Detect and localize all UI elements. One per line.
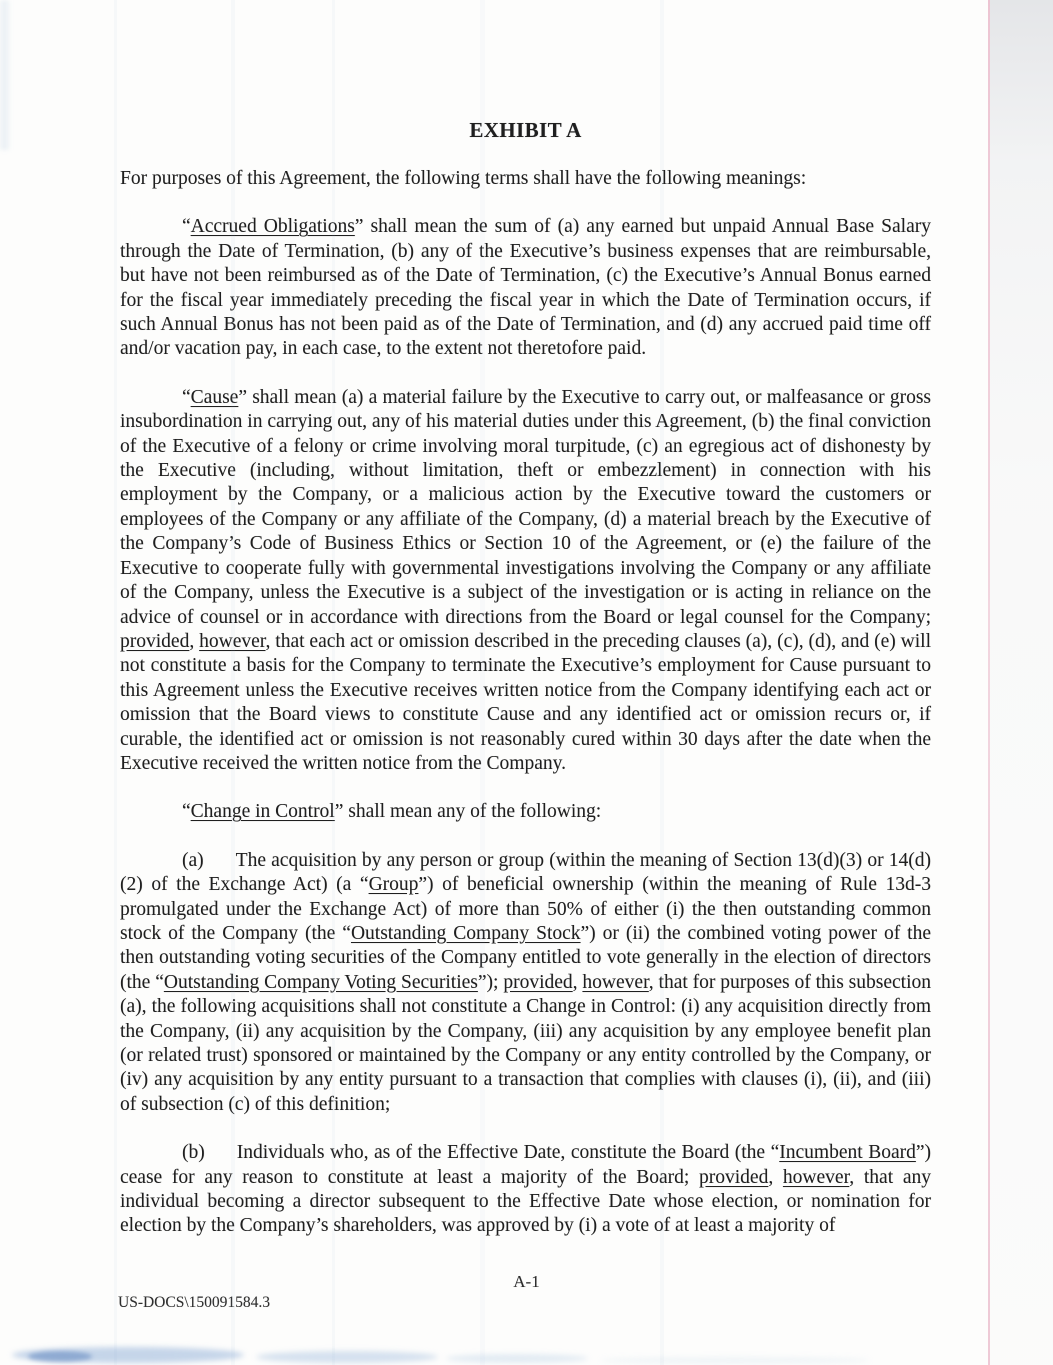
defined-term: provided [120, 630, 190, 652]
scan-smudge [600, 1357, 870, 1364]
text-run: (b) [182, 1142, 205, 1164]
defined-term: Change in Control [190, 801, 335, 823]
page-title: EXHIBIT A [469, 118, 582, 142]
scan-streak [231, 0, 235, 1365]
text-run: , that any individual becoming a director subsequent to the Effective Date whose election, or nomination for election by the Company’s shareholders, was approved by (i) a vote of at least a majority of [120, 1166, 931, 1237]
defined-term: Outstanding Company Voting Securities [163, 971, 478, 993]
scan-smudge [446, 1354, 588, 1363]
text-run: ”); [477, 971, 504, 993]
scan-smudge [256, 1351, 438, 1363]
text-run: ” shall mean (a) a material failure by the Executive to carry out, or malfeasance or gross insubordination in carrying out, any of his material duties under this Agreement, (b) the final conviction of the Executive of a felony or crime involving moral turpitude, (c) an egregious act of dishonesty by the Executive (including, without limitation, theft or embezzlement) in connection with his employment by the Company, or a malicious action by the Executive toward the customers or employees of the Company or any affiliate of the Company, (d) a material breach by the Executive of the Company’s Code of Business Ethics or Section 10 of the Agreement, or (e) the failure of the Executive to cooperate fully with governmental investigations involving the Company or any affiliate of the Company, unless the Executive is a subject of the investigation or is acting in reliance on the advice of counsel or in accordance with directions from the Board or legal counsel for the Company; [120, 386, 931, 628]
text-run: ” shall mean the sum of (a) any earned but unpaid Annual Base Salary through the Date of Termination, (b) any of the Executive’s business expenses that are reimbursable, but have not been reimbursed as of the Date of Termination, (c) the Executive’s Annual Bonus earned for the fiscal year immediately preceding the fiscal year in which the Date of Termination occurs, if such Annual Bonus has not been paid as of the Date of Termination, and (d) any accrued paid time off and/or vacation pay, in each case, to the extent not theretofore paid. [120, 216, 931, 360]
text-run: , [189, 630, 200, 652]
defined-term: however [199, 630, 266, 652]
text-run: ”) cease for any reason to constitute at least a majority of the Board; [120, 1142, 932, 1188]
scan-streak [332, 0, 335, 1365]
paragraph-intro [120, 167, 931, 191]
text-run: , that each act or omission described in the preceding clauses (a), (c), (d), and (e) will not constitute a basis for the Company to terminate the Executive’s employment for Cause pursuant to this Agreement unless the Executive receives written notice from the Company identifying each act or omission that the Board views to constitute Cause and any identified act or omission recurs or, if curable, the identified act or omission is not reasonably cured within 30 days after the date when the Executive received the written notice from the Company. [120, 630, 932, 774]
scan-streak [480, 0, 485, 1365]
defined-term: Cause [190, 386, 239, 408]
defined-term: Group [368, 874, 419, 896]
defined-term: Outstanding Company Stock [350, 922, 581, 944]
text-run: , that for purposes of this subsection (a), the following acquisitions shall not constitute a Change in Control: (i) any acquisition directly from the Company, (ii) any acquisition by the Company, (iii) any acquisition by any employee benefit plan (or related trust) sponsored or maintained by the Company or any entity controlled by the Company, or (iv) any acquisition by any entity pursuant to a transaction that complies with clauses (i), (ii), and (iii) of subsection (c) of this definition; [120, 971, 931, 1115]
text-run: “ [182, 801, 191, 823]
scan-right-shade [990, 0, 1053, 1365]
paragraph-clause-b [120, 1141, 931, 1239]
paragraph-change-in-control [120, 800, 931, 824]
text-run: , [572, 971, 583, 993]
defined-term: provided [503, 971, 573, 993]
footer-doc-id: US-DOCS\150091584.3 [118, 1294, 271, 1311]
scan-smudge [28, 1351, 92, 1362]
scan-corner-tint [0, 0, 9, 150]
defined-term: however [582, 971, 649, 993]
text-run: ” shall mean any of the following: [334, 801, 602, 823]
paragraph-accrued-obligations [120, 215, 931, 361]
text-run: “ [182, 216, 191, 238]
scan-streak [114, 0, 117, 1365]
text-run: Individuals who, as of the Effective Date, constitute the Board (the “ [236, 1142, 780, 1164]
scan-page-edge-line [988, 0, 990, 1365]
text-run: ”) of beneficial ownership (within the meaning of Rule 13d-3 promulgated under the Exchange Act) of more than 50% of either (i) the then outstanding common stock of the Company (the “ [120, 874, 931, 944]
text-run: (a) [182, 849, 204, 871]
scan-streak [660, 0, 664, 1365]
document-body [120, 118, 931, 1263]
paragraph-cause [120, 386, 931, 777]
text-run: , [768, 1166, 783, 1188]
defined-term: however [782, 1166, 850, 1188]
defined-term: provided [699, 1166, 769, 1188]
paragraph-clause-a [120, 849, 931, 1117]
text-run: For purposes of this Agreement, the following terms shall have the following meanings: [120, 168, 807, 189]
footer-page-number: A-1 [513, 1272, 540, 1291]
text-run: The acquisition by any person or group (within the meaning of Section 13(d)(3) or 14(d)(2) of the Exchange Act) (a “ [120, 849, 931, 896]
defined-term: Accrued Obligations [190, 216, 355, 238]
text-run: ”) or (ii) the combined voting power of the then outstanding voting securities of the Company entitled to vote generally in the election of directors (the “ [120, 922, 931, 993]
text-run: “ [182, 386, 191, 408]
defined-term: Incumbent Board [779, 1142, 916, 1164]
